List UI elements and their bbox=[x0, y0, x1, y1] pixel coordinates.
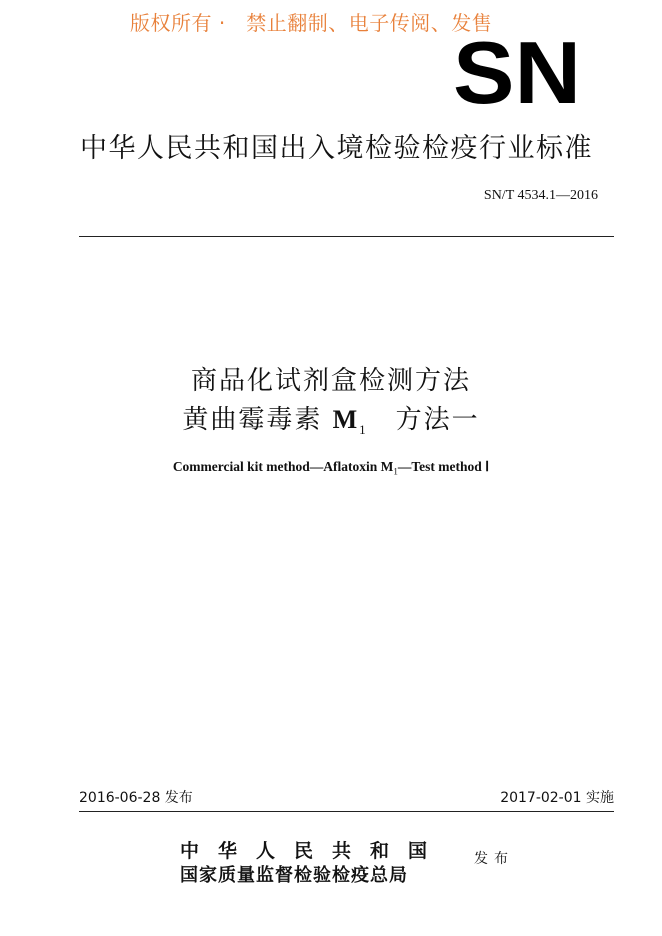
title-cn-line2-symbol bbox=[332, 405, 368, 438]
title-en-suffix: —Test method Ⅰ bbox=[397, 459, 490, 474]
issuer-line1: 中华人民共和国 bbox=[180, 840, 447, 862]
symbol-subscript: 1 bbox=[359, 422, 368, 438]
standard-code: SN/T 4534.1—2016 bbox=[483, 188, 598, 203]
publish-label: 发布 bbox=[474, 851, 514, 867]
bottom-divider bbox=[79, 811, 614, 812]
title-en-prefix: Commercial kit method—Aflatoxin M bbox=[172, 459, 394, 474]
implement-date: 2017-02-01 实施 bbox=[500, 790, 614, 806]
copyright-notice: 版权所有 · 禁止翻制、电子传阅、发售 bbox=[130, 11, 493, 35]
title-cn-line2-prefix: 黄曲霉毒素 bbox=[182, 405, 333, 435]
organization-heading: 中华人民共和国出入境检验检疫行业标准 bbox=[80, 133, 593, 164]
title-cn-line2 bbox=[0, 399, 662, 438]
issue-date: 2016-06-28 发布 bbox=[79, 790, 193, 806]
title-cn-line1: 商品化试剂盒检测方法 bbox=[190, 366, 471, 396]
top-divider bbox=[79, 236, 614, 237]
issuer-line2: 国家质量监督检验检疫总局 bbox=[180, 865, 408, 886]
issuer-block bbox=[180, 836, 446, 887]
symbol-m: M bbox=[332, 405, 360, 434]
title-cn-line2-suffix: 方法一 bbox=[367, 405, 480, 435]
sn-logo-text: SN bbox=[453, 39, 581, 107]
title-en-subscript: 1 bbox=[393, 466, 398, 477]
sn-logo bbox=[452, 39, 582, 107]
title-en bbox=[0, 459, 662, 477]
